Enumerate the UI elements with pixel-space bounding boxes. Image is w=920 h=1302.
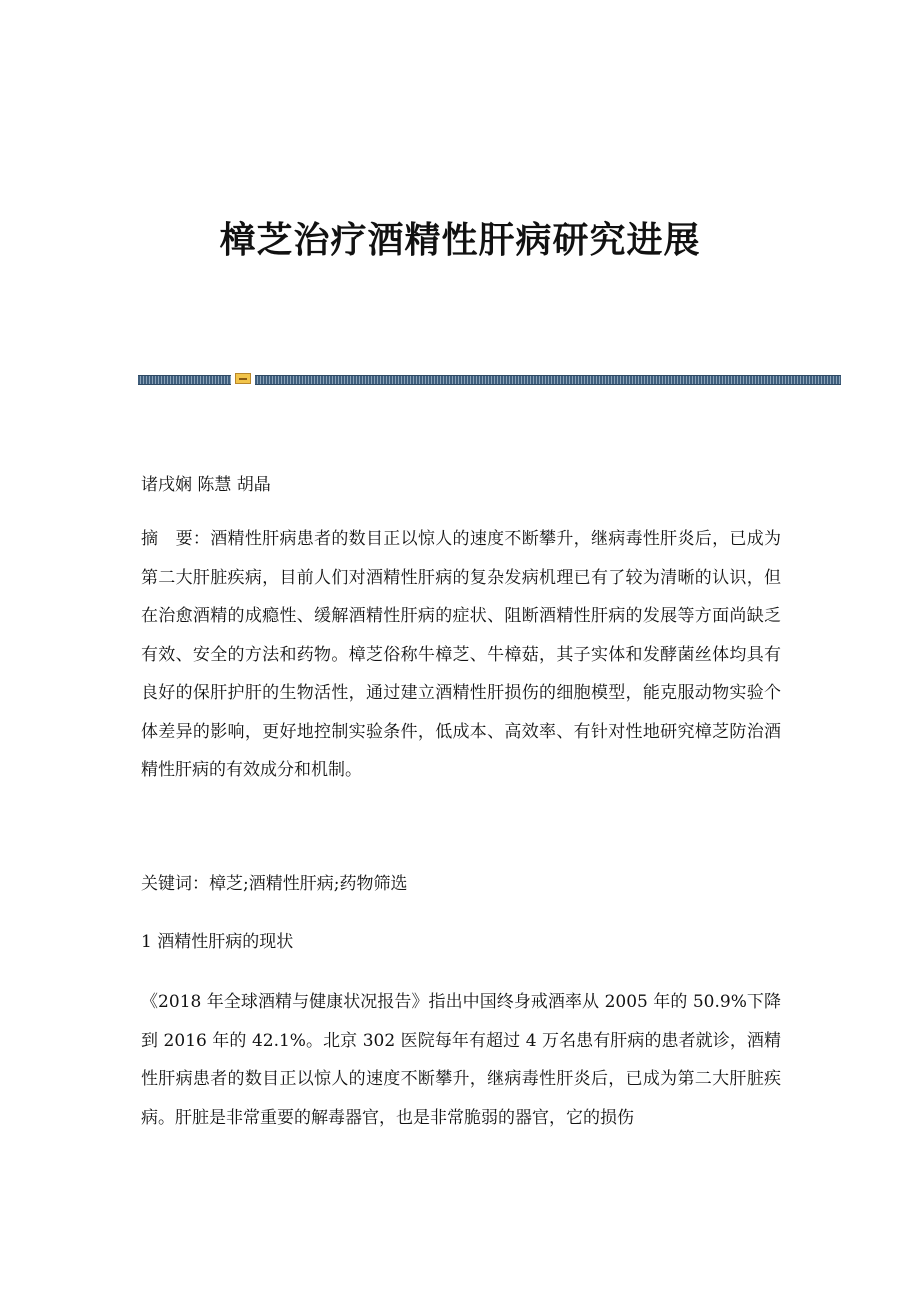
abstract	[141, 520, 781, 790]
section-heading: 1 酒精性肝病的现状	[141, 932, 294, 952]
divider-ornament-icon	[235, 373, 251, 384]
keywords-label: 关键词：	[141, 874, 209, 894]
keywords	[141, 872, 781, 896]
authors: 诸戌娴 陈慧 胡晶	[141, 475, 271, 495]
paper-title: 樟芝治疗酒精性肝病研究进展	[219, 219, 701, 261]
abstract-text: 酒精性肝病患者的数目正以惊人的速度不断攀升，继病毒性肝炎后，已成为第二大肝脏疾病，目前人们对酒精性肝病的复杂发病机理已有了较为清晰的认识，但在治愈酒精的成瘾性、缓解酒精性肝病的症状、阻断酒精性肝病的发展等方面尚缺乏有效、安全的方法和药物。樟芝俗称牛樟芝、牛樟菇，其子实体和发酵菌丝体均具有良好的保肝护肝的生物活性，通过建立酒精性肝损伤的细胞模型，能克服动物实验个体差异的影响，更好地控制实验条件，低成本、高效率、有针对性地研究樟芝防治酒精性肝病的有效成分和机制。	[141, 529, 782, 780]
abstract-label: 摘 要：	[141, 529, 211, 549]
divider-bar-left	[138, 375, 231, 385]
divider-bar-right	[255, 375, 841, 385]
title-divider	[138, 373, 841, 384]
section-paragraph: 《2018 年全球酒精与健康状况报告》指出中国终身戒酒率从 2005 年的 50.9%下降到 2016 年的 42.1%。北京 302 医院每年有超过 4 万名患有肝病的患者就诊，酒精性肝病患者的数目正以惊人的速度不断攀升，继病毒性肝炎后，已成为第二大肝脏疾病。肝脏是非常重要的解毒器官，也是非常脆弱的器官，它的损伤	[141, 992, 781, 1128]
keywords-text: 樟芝;酒精性肝病;药物筛选	[209, 874, 408, 894]
